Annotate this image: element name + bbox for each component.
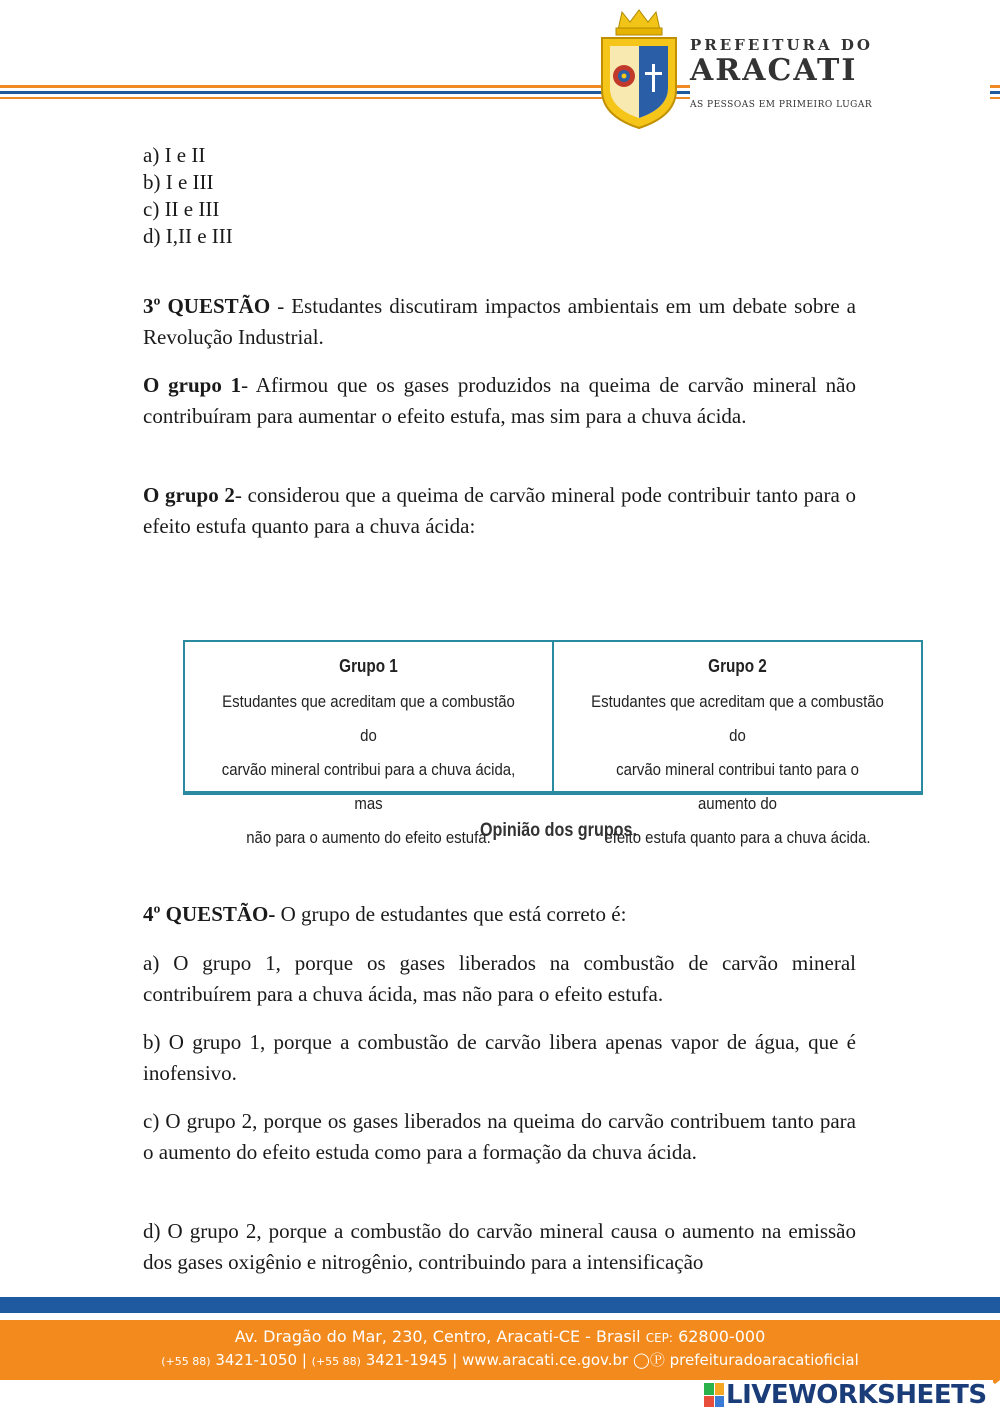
q3-statement xyxy=(143,291,856,353)
liveworksheets-text: LIVEWORKSHEETS xyxy=(726,1380,987,1410)
footer-address-line xyxy=(0,1327,1000,1346)
q3-group1-label: O grupo 1 xyxy=(143,373,242,397)
footer-site[interactable]: www.aracati.ce.gov.br xyxy=(462,1351,629,1369)
table-col1-line3: não para o aumento do efeito estufa. xyxy=(246,828,491,847)
logo-line-1: PREFEITURA DO xyxy=(690,36,873,54)
table-col-group1 xyxy=(185,642,552,847)
q3-label: 3º QUESTÃO xyxy=(143,294,271,318)
table-col2-line2: carvão mineral contribui tanto para o aumento do xyxy=(616,760,859,813)
footer-ddd-2: (+55 88) xyxy=(311,1355,361,1368)
table-col1-title: Grupo 1 xyxy=(339,656,398,676)
table-col1-line1: Estudantes que acreditam que a combustão do xyxy=(222,692,515,745)
footer-address: Av. Dragão do Mar, 230, Centro, Aracati-CE - Brasil xyxy=(234,1327,641,1346)
q3-group2 xyxy=(143,480,856,542)
q3-group1 xyxy=(143,370,856,432)
city-crest-icon xyxy=(596,8,682,130)
q4-option-a[interactable]: a) O grupo 1, porque os gases liberados na combustão de carvão mineral contribuírem para a chuva ácida, mas não para o efeito estufa. xyxy=(143,951,856,1006)
q3-group2-label: O grupo 2 xyxy=(143,483,235,507)
q2-option-a: a) I e II xyxy=(143,143,206,167)
footer-phone-1: 3421-1050 xyxy=(215,1351,298,1369)
table-col2-line1: Estudantes que acreditam que a combustão do xyxy=(591,692,884,745)
q4-option-c[interactable]: c) O grupo 2, porque os gases liberados na queima do carvão contribuem tanto para o aumento do efeito estuda como para a formação da chuva ácida. xyxy=(143,1109,856,1164)
q4-option-d[interactable]: d) O grupo 2, porque a combustão do carvão mineral causa o aumento na emissão dos gases oxigênio e nitrogênio, contribuindo para a intensificação xyxy=(143,1219,856,1274)
facebook-icon: Ⓟ xyxy=(649,1351,665,1369)
q2-option-d: d) I,II e III xyxy=(143,224,233,248)
q3-text: - Estudantes discutiram impactos ambientais em um debate sobre a Revolução Industrial. xyxy=(143,294,857,349)
q3-group2-text: - considerou que a queima de carvão mineral pode contribuir tanto para o efeito estufa quanto para a chuva ácida: xyxy=(143,483,856,538)
q4-label: 4º QUESTÃO- xyxy=(143,902,276,926)
table-col2-title: Grupo 2 xyxy=(708,656,767,676)
instagram-icon: ◯ xyxy=(633,1351,650,1369)
footer-blue-band xyxy=(0,1297,1000,1313)
q4-option-b[interactable]: b) O grupo 1, porque a combustão de carvão libera apenas vapor de água, que é inofensivo. xyxy=(143,1030,856,1085)
q4-statement xyxy=(143,899,856,930)
logo-text-block xyxy=(690,36,990,110)
q2-option-c: c) II e III xyxy=(143,197,220,221)
logo-line-2: ARACATI xyxy=(690,53,858,88)
liveworksheets-watermark xyxy=(698,1380,993,1410)
footer-cep: 62800-000 xyxy=(678,1327,766,1346)
q3-group1-text: - Afirmou que os gases produzidos na queima de carvão mineral não contribuíram para aumentar o efeito estufa, mas sim para a chuva ácida. xyxy=(143,373,856,428)
footer-social-handle[interactable]: prefeituradoaracatioficial xyxy=(669,1351,859,1369)
footer-contact-line: (+55 88) 3421-1050 | (+55 88) 3421-1945 | www.aracati.ce.gov.br ◯Ⓟ prefeituradoaracatioficial xyxy=(161,1351,859,1369)
table-caption: Opinião dos grupos. xyxy=(480,820,638,841)
footer-cep-label: CEP: xyxy=(645,1331,673,1345)
footer-ddd-1: (+55 88) xyxy=(161,1355,211,1368)
q2-option-b: b) I e III xyxy=(143,170,214,194)
table-col1-line2: carvão mineral contribui para a chuva ácida, mas xyxy=(221,760,516,813)
footer-phone-2: 3421-1945 xyxy=(365,1351,448,1369)
table-col2-line3: efeito estufa quanto para a chuva ácida. xyxy=(604,828,871,847)
logo-slogan: AS PESSOAS EM PRIMEIRO LUGAR xyxy=(690,100,873,110)
q4-text: O grupo de estudantes que está correto é: xyxy=(275,902,627,926)
liveworksheets-logo-icon xyxy=(704,1383,724,1407)
